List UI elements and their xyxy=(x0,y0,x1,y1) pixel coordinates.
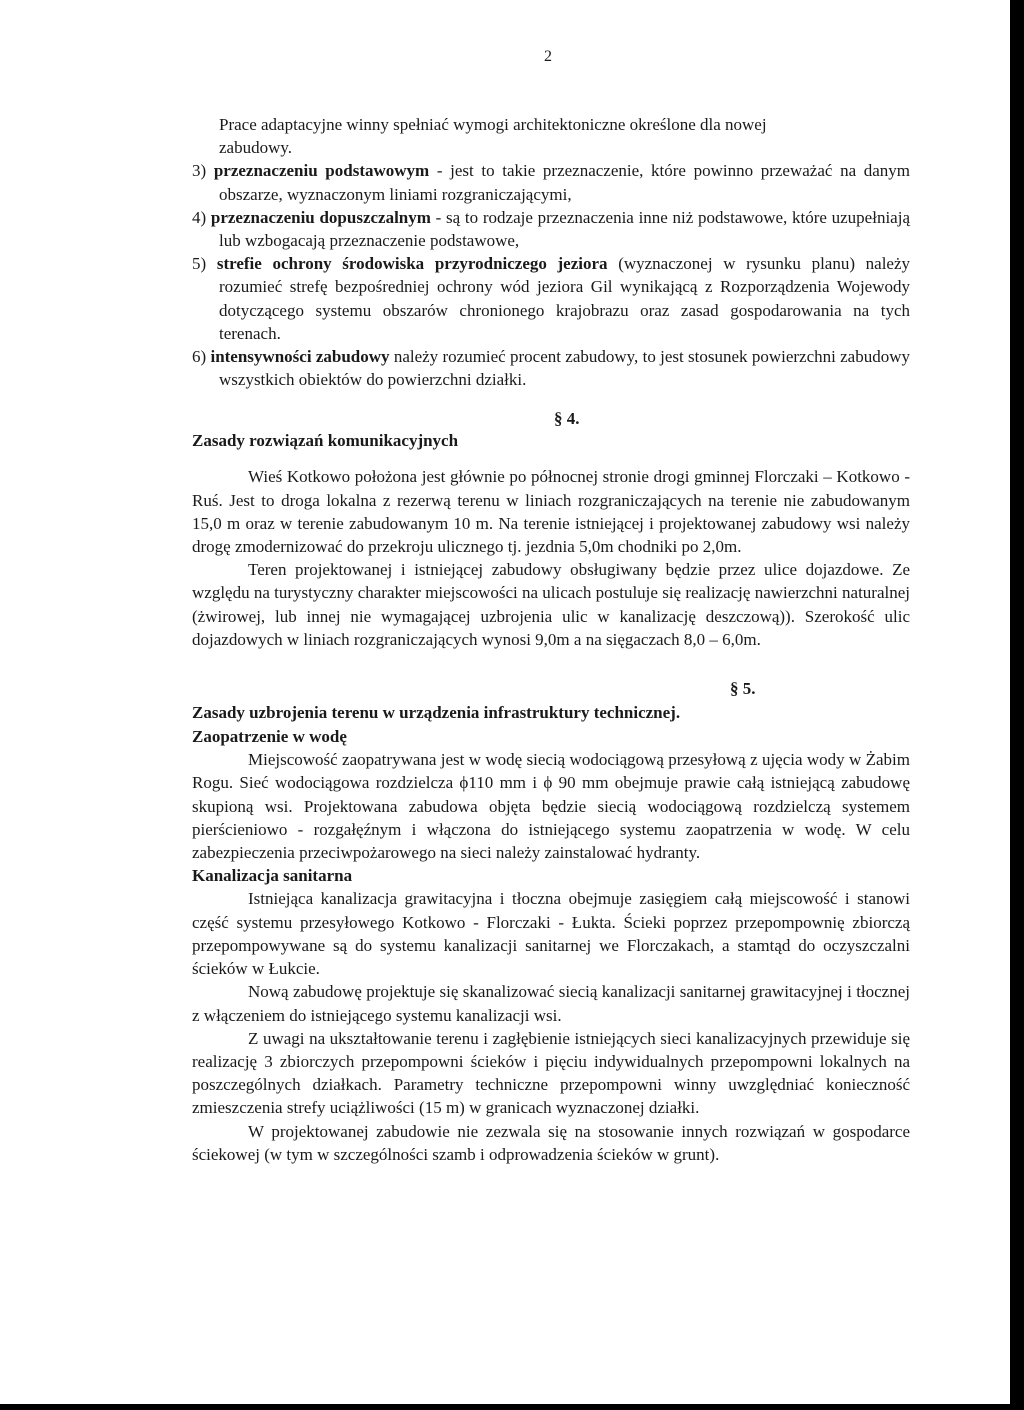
water-supply-heading: Zaopatrzenie w wodę xyxy=(192,727,347,747)
definition-item xyxy=(192,159,910,205)
definition-term: przeznaczeniu dopuszczalnym xyxy=(210,207,431,227)
definition-term: przeznaczeniu podstawowym xyxy=(213,161,430,181)
intro-line-1: Prace adaptacyjne winny spełniać wymogi architektoniczne określone dla nowej xyxy=(219,115,767,134)
sewage-paragraph: Nową zabudowę projektuje się skanalizować siecią kanalizacji sanitarnej grawitacyjnej i tłocznej z włączeniem do istniejącego systemu kanalizacji wsi. xyxy=(192,982,910,1025)
section-4-header xyxy=(192,407,910,459)
sewage-paragraph: Z uwagi na ukształtowanie terenu i zagłębienie istniejących sieci kanalizacyjnych przewiduje się realizację 3 zbiorczych przepompowni ścieków i pięciu indywidualnych przepompowni lokalnych na poszczególnych działkach. Parametry techniczne przepompowni winny uwzględniać konieczność zmieszczenia strefy uciążliwości (15 m) w granicach wyznaczonej działki. xyxy=(192,1028,910,1118)
section-4-title: Zasady rozwiązań komunikacyjnych xyxy=(192,431,459,451)
definition-item xyxy=(192,252,910,345)
definition-text: - jest to takie przeznaczenie, które powinno przeważać na danym obszarze, wyznaczonym liniami rozgraniczającymi, xyxy=(219,161,911,204)
section-4-paragraph: Wieś Kotkowo położona jest głównie po północnej stronie drogi gminnej Florczaki – Kotkowo - Ruś. Jest to droga lokalna z rezerwą terenu w liniach rozgraniczających na terenie nie zabudowanym 15,0 m oraz w terenie zabudowanym 10 m. Na terenie istniejącej i projektowanej zabudowy wsi należy drogę zmodernizować do przekroju ulicznego tj. jezdnia 5,0m chodniki po 2,0m. xyxy=(192,467,910,557)
definition-term: strefie ochrony środowiska przyrodniczego jeziora xyxy=(216,254,608,274)
page-number: 2 xyxy=(544,48,552,65)
document-body xyxy=(192,113,910,1166)
section-5-mark: § 5. xyxy=(730,679,756,699)
definition-text: - są to rodzaje przeznaczenia inne niż podstawowe, które uzupełniają lub wzbogacają przeznaczenie podstawowe, xyxy=(219,207,910,251)
section-5-title: Zasady uzbrojenia terenu w urządzenia infrastruktury technicznej. xyxy=(192,703,681,723)
sewage-paragraph: Istniejąca kanalizacja grawitacyjna i tłoczna obejmuje zasięgiem całą miejscowość i stanowi część systemu przesyłowego Kotkowo - Florczaki - Łukta. Ścieki poprzez przepompownię zbiorczą przepompowywane są do systemu kanalizacji sanitarnej we Florczakach, a stamtąd do oczyszczalni ścieków w Łukcie. xyxy=(192,889,910,979)
definition-number: 6) xyxy=(192,347,207,367)
definition-item xyxy=(192,206,910,252)
section-4-paragraph: Teren projektowanej i istniejącej zabudowy obsługiwany będzie przez ulice dojazdowe. Ze względu na turystyczny charakter miejscowości na ulicach postuluje się realizację nawierzchni naturalnej (żwirowej, lub innej nie wymagającej uzbrojenia ulic w kanalizację deszczową)). Szerokość ulic dojazdowych w liniach rozgraniczających wynosi 9,0m a na sięgaczach 8,0 – 6,0m. xyxy=(192,560,910,649)
section-4-mark: § 4. xyxy=(554,409,580,429)
water-supply-paragraph: Miejscowość zaopatrywana jest w wodę siecią wodociągową przesyłową z ujęcia wody w Żabim Rogu. Sieć wodociągowa rozdzielcza ϕ110 mm i ϕ 90 mm obejmuje prawie całą istniejącą zabudowę skupioną wsi. Projektowana zabudowa objęta będzie siecią wodociągową rozdzielczą systemem pierścieniowo - rozgałęźnym i włączona do istniejącego systemu zaopatrzenia w wodę. W celu zabezpieczenia przeciwpożarowego na sieci należy zainstalować hydranty. xyxy=(192,750,910,863)
definition-number: 4) xyxy=(192,207,207,227)
definition-text: (wyznaczonej w rysunku planu) należy rozumieć strefę bezpośredniej ochrony wód jeziora Gil wynikającą z Rozporządzenia Wojewody dotyczącego systemu obszarów chronionego krajobrazu oraz zasad gospodarowania na tych terenach. xyxy=(219,254,911,343)
sewage-heading: Kanalizacja sanitarna xyxy=(192,866,353,886)
intro-line-2: zabudowy. xyxy=(219,138,293,158)
sewage-paragraph: W projektowanej zabudowie nie zezwala się na stosowanie innych rozwiązań w gospodarce ściekowej (w tym w szczególności szamb i odprowadzenia ścieków w grunt). xyxy=(192,1121,910,1164)
definition-number: 3) xyxy=(192,161,207,181)
definition-term: intensywności zabudowy xyxy=(210,347,390,367)
definition-number: 5) xyxy=(192,254,207,274)
section-5-header xyxy=(192,677,910,725)
definition-text: należy rozumieć procent zabudowy, to jest stosunek powierzchni zabudowy wszystkich obiektów do powierzchni działki. xyxy=(219,347,911,390)
definition-item xyxy=(192,345,910,391)
